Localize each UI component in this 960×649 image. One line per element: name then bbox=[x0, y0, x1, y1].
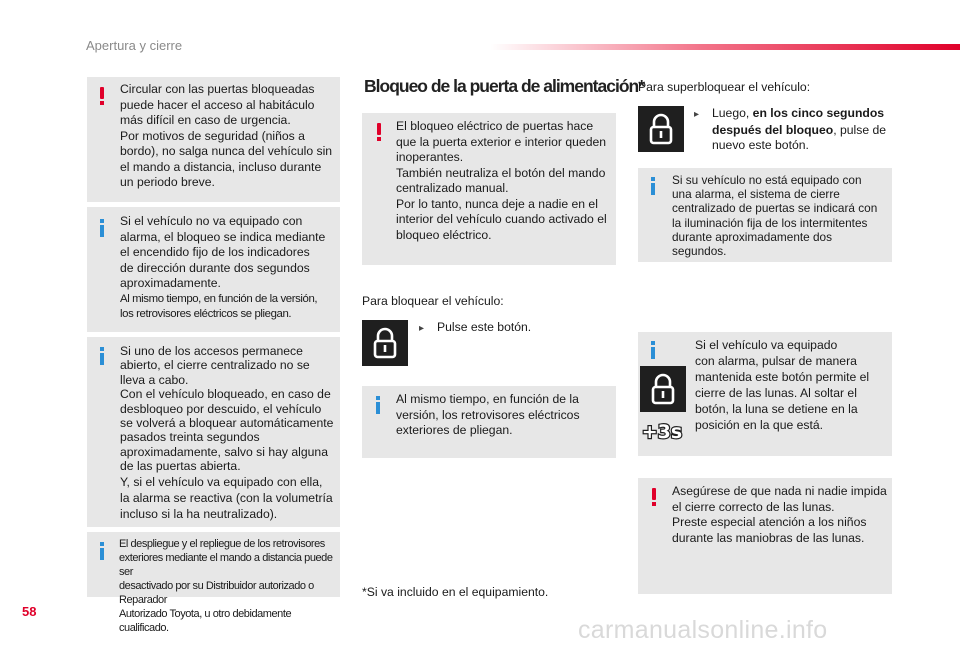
info-text: Al mismo tiempo, en función de la versión, los retrovisores eléctricos exteriores de pliegan. bbox=[396, 392, 580, 437]
info-icon bbox=[650, 177, 656, 195]
info-text: Si el vehículo no va equipado con alarma, el bloqueo se indica mediante el encendido fijo de los indicadores de dirección durante dos segundos aproximadamente. Al mismo tiempo, en función de la versión, los retrovisores eléctricos se pliegan. bbox=[120, 214, 326, 320]
arrow-right-icon: ▸ bbox=[419, 323, 425, 334]
info-text: Si el vehículo va equipado con alarma, pulsar de manera mantenida este botón permite el cierre de las lunas. Al soltar el botón, la luna se detiene en la posición en la que está. bbox=[695, 338, 870, 432]
info-text: El despliegue y el repliegue de los retrovisores exteriores mediante el mando a distancia puede ser desactivado por su Distribuidor autorizado o Reparador Autorizado Toyota, u otro debidamente cualificado. bbox=[119, 538, 333, 634]
info-icon bbox=[99, 542, 105, 560]
info-box-no-alarm-indicators bbox=[638, 168, 892, 262]
hold-3s-icon bbox=[640, 418, 684, 444]
info-box-no-alarm bbox=[87, 207, 340, 332]
info-icon bbox=[99, 347, 105, 365]
warning-text: Circular con las puertas bloqueadas puede hacer el acceso al habitáculo más difícil en caso de urgencia. Por motivos de seguridad (niños a bordo), no salga nunca del vehículo sin el mando a distancia, incluso durante un periodo breve. bbox=[120, 82, 333, 189]
header-accent-bar bbox=[490, 44, 960, 50]
page-number: 58 bbox=[22, 604, 37, 619]
warning-box-windows bbox=[638, 478, 892, 594]
warning-icon bbox=[376, 123, 382, 141]
warning-text: El bloqueo eléctrico de puertas hace que la puerta exterior e interior queden inoperantes. También neutraliza el botón del mando centralizado manual. Por lo tanto, nunca deje a nadie en el interior del vehículo cuando activado el bloqueo eléctrico. bbox=[396, 119, 607, 242]
page-header-title: Apertura y cierre bbox=[86, 38, 183, 53]
lock-step: ▸ Pulse este botón. bbox=[419, 320, 531, 337]
watermark: carmanualsonline.info bbox=[578, 616, 828, 644]
superlock-intro-text: Para superbloquear el vehículo: bbox=[638, 80, 811, 94]
window-lock-button[interactable] bbox=[640, 366, 686, 412]
section-title: Bloqueo de la puerta de alimentación* bbox=[364, 76, 645, 96]
warning-icon bbox=[99, 87, 105, 105]
padlock-icon bbox=[638, 106, 684, 152]
warning-box-doors-locked bbox=[87, 77, 340, 202]
svg-text:+3s: +3s bbox=[641, 421, 683, 443]
warning-text: Asegúrese de que nada ni nadie impida el cierre correcto de las lunas. Preste especial atención a los niños durante las maniobras de las lunas. bbox=[672, 484, 887, 545]
info-box-access-open bbox=[87, 337, 340, 527]
hold-3s-badge bbox=[640, 418, 684, 444]
padlock-icon bbox=[640, 366, 686, 412]
footnote: *Si va incluido en el equipamiento. bbox=[362, 585, 549, 599]
info-text: Si su vehículo no está equipado con una alarma, el sistema de cierre centralizado de puertas se indicará con la iluminación fija de los intermitentes durante aproximadamente dos segundos. bbox=[672, 173, 878, 259]
arrow-right-icon: ▸ bbox=[694, 109, 700, 120]
warning-icon bbox=[651, 488, 657, 506]
info-text: Si uno de los accesos permanece abierto, el cierre centralizado no se lleva a cabo. Con el vehículo bloqueado, en caso de desbloqueo por descuido, el vehículo se volverá a bloquear automáticamente pasados treinta segundos aproximadamente, salvo si hay alguna de las puertas abierta. Y, si el vehículo va equipado con ella, la alarma se reactiva (con la volumetría incluso si la ha neutralizado). bbox=[120, 344, 334, 521]
lock-button[interactable] bbox=[362, 320, 408, 366]
info-box-mirrors-dealer bbox=[87, 532, 340, 634]
superlock-step: ▸ Luego, en los cinco segundos después del bloqueo, pulse de nuevo este botón. bbox=[694, 106, 887, 152]
info-icon bbox=[99, 219, 105, 237]
info-icon bbox=[650, 341, 656, 359]
padlock-icon bbox=[362, 320, 408, 366]
info-icon bbox=[375, 396, 381, 414]
warning-box-electric-lock bbox=[362, 113, 616, 265]
lock-intro-text: Para bloquear el vehículo: bbox=[362, 294, 504, 308]
superlock-button[interactable] bbox=[638, 106, 684, 152]
info-box-mirrors-fold bbox=[362, 386, 616, 458]
